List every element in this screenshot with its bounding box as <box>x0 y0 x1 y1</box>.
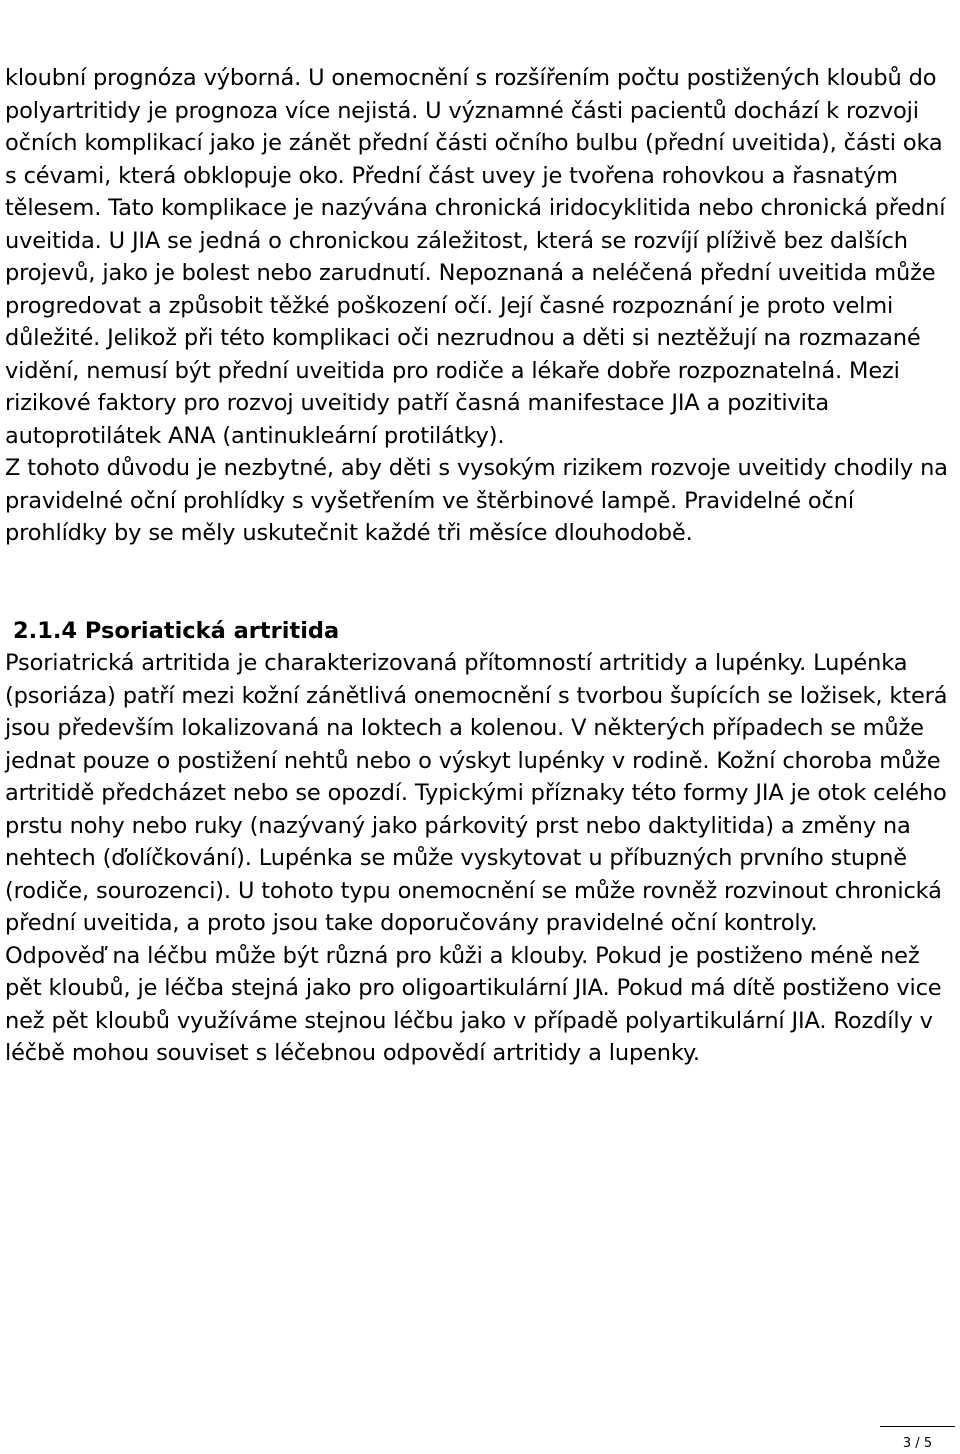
body-paragraph: Odpověď na léčbu může být různá pro kůži a klouby. Pokud je postiženo méně než pět kloubů, je léčba stejná jako pro oligoartikulární JIA. Pokud má dítě postiženo vice než pět kloubů využíváme stejnou léčbu jako v případě polyartikulární JIA. Rozdíly v léčbě mohou souviset s léčebnou odpovědí artritidy a lupenky. <box>5 942 942 1066</box>
body-paragraph: Z tohoto důvodu je nezbytné, aby děti s vysokým rizikem rozvoje uveitidy chodily na pravidelné oční prohlídky s vyšetřením ve štěrbinové lampě. Pravidelné oční prohlídky by se měly uskutečnit každé tři měsíce dlouhodobě. <box>5 455 948 546</box>
body-paragraph: Psoriatrická artritida je charakterizovaná přítomností artritidy a lupénky. Lupénka (psoriáza) patří mezi kožní zánětlivá onemocnění s tvorbou šupících se ložisek, která jsou především lokalizovaná na loktech a kolenou. V některých případech se může jednat pouze o postižení nehtů nebo o výskyt lupénky v rodině. Kožní choroba může artritidě předcházet nebo se opozdí. Typickými příznaky této formy JIA je otok celého prstu nohy nebo ruky (nazývaný jako párkovitý prst nebo daktylitida) a změny na nehtech (ďolíčkování). Lupénka se může vyskytovat u příbuzných prvního stupně (rodiče, sourozenci). U tohoto typu onemocnění se může rovněž rozvinout chronická přední uveitida, a proto jsou take doporučovány pravidelné oční kontroly. <box>5 650 948 936</box>
document-page <box>5 62 955 1070</box>
section-heading: 2.1.4 Psoriatická artritida <box>13 617 340 644</box>
footer-rule <box>880 1426 955 1427</box>
body-paragraph: kloubní prognóza výborná. U onemocnění s rozšířením počtu postižených kloubů do polyartritidy je prognoza více nejistá. U významné části pacientů dochází k rozvoji očních komplikací jako je zánět přední části očního bulbu (přední uveitida), části oka s cévami, která obklopuje oko. Přední část uvey je tvořena rohovkou a řasnatým tělesem. Tato komplikace je nazývána chronická iridocyklitida nebo chronická přední uveitida. U JIA se jedná o chronickou záležitost, která se rozvíjí plíživě bez dalších projevů, jako je bolest nebo zarudnutí. Nepoznaná a neléčená přední uveitida může progredovat a způsobit těžké poškození očí. Její časné rozpoznání je proto velmi důležité. Jelikož při této komplikaci oči nezrudnou a děti si neztěžují na rozmazané vidění, nemusí být přední uveitida pro rodiče a lékaře dobře rozpoznatelná. Mezi rizikové faktory pro rozvoj uveitidy patří časná manifestace JIA a pozitivita autoprotilátek ANA (antinukleární protilátky). <box>5 65 946 449</box>
paragraph-spacer <box>5 550 955 615</box>
page-number: 3 / 5 <box>902 1436 933 1451</box>
